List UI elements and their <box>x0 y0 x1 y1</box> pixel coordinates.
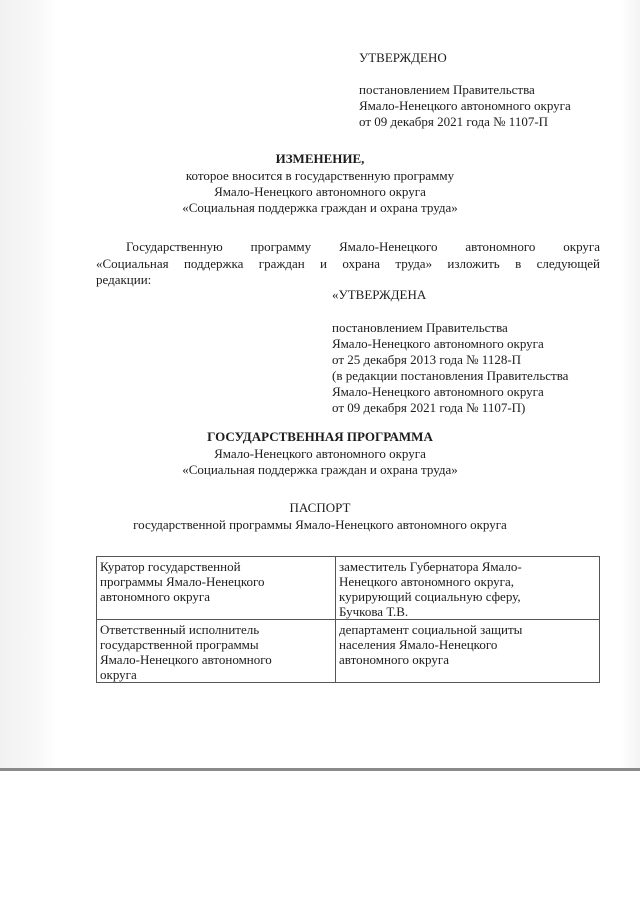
cell-line: населения Ямало-Ненецкого <box>339 637 498 652</box>
passport-subtitle: государственной программы Ямало-Ненецкого автономного округа <box>133 517 507 532</box>
blank-area <box>0 771 640 905</box>
table-cell-label <box>97 557 336 620</box>
program-title: ГОСУДАРСТВЕННАЯ ПРОГРАММА <box>207 429 433 444</box>
table-row <box>97 557 600 620</box>
approval-label: УТВЕРЖДЕНО <box>359 50 447 65</box>
cell-line: Ямало-Ненецкого автономного <box>100 652 272 667</box>
amendment-title: ИЗМЕНЕНИЕ, <box>275 151 365 166</box>
cell-line: Ненецкого автономного округа, <box>339 574 514 589</box>
program-approval-line-6: от 09 декабря 2021 года № 1107-П) <box>332 400 526 415</box>
cell-line: Ответственный исполнитель <box>100 622 260 637</box>
cell-line: Куратор государственной <box>100 559 241 574</box>
amendment-line-3: «Социальная поддержка граждан и охрана труда» <box>182 200 458 215</box>
cell-line: округа <box>100 667 137 682</box>
program-approval-label: «УТВЕРЖДЕНА <box>332 287 427 302</box>
amendment-line-2: Ямало-Ненецкого автономного округа <box>214 184 426 199</box>
table-cell-value <box>336 620 600 683</box>
scan-edge-right <box>620 0 640 770</box>
cell-line: автономного округа <box>100 589 210 604</box>
passport-title: ПАСПОРТ <box>289 500 351 515</box>
scan-edge-left <box>0 0 58 770</box>
program-approval-line-2: Ямало-Ненецкого автономного округа <box>332 336 544 351</box>
cell-line: заместитель Губернатора Ямало- <box>339 559 522 574</box>
intro-line-2: «Социальная поддержка граждан и охрана труда» изложить в следующей <box>96 256 600 271</box>
cell-line: Бучкова Т.В. <box>339 604 409 619</box>
cell-line: автономного округа <box>339 652 449 667</box>
program-approval-line-4: (в редакции постановления Правительства <box>332 368 569 383</box>
passport-table <box>96 556 600 683</box>
approval-line-1: постановлением Правительства <box>359 82 535 97</box>
intro-line-3: редакции: <box>96 272 152 287</box>
amendment-line-1: которое вносится в государственную программу <box>185 168 455 183</box>
table-cell-label <box>97 620 336 683</box>
program-line-2: «Социальная поддержка граждан и охрана труда» <box>182 462 458 477</box>
table-row <box>97 620 600 683</box>
cell-line: программы Ямало-Ненецкого <box>100 574 265 589</box>
table-cell-value <box>336 557 600 620</box>
cell-line: департамент социальной защиты <box>339 622 523 637</box>
intro-line-1: Государственную программу Ямало-Ненецкого автономного округа <box>126 239 600 254</box>
program-approval-line-5: Ямало-Ненецкого автономного округа <box>332 384 544 399</box>
approval-line-3: от 09 декабря 2021 года № 1107-П <box>359 114 549 129</box>
program-approval-line-1: постановлением Правительства <box>332 320 508 335</box>
approval-line-2: Ямало-Ненецкого автономного округа <box>359 98 571 113</box>
cell-line: государственной программы <box>100 637 259 652</box>
cell-line: курирующий социальную сферу, <box>339 589 521 604</box>
program-line-1: Ямало-Ненецкого автономного округа <box>214 446 426 461</box>
program-approval-line-3: от 25 декабря 2013 года № 1128-П <box>332 352 522 367</box>
